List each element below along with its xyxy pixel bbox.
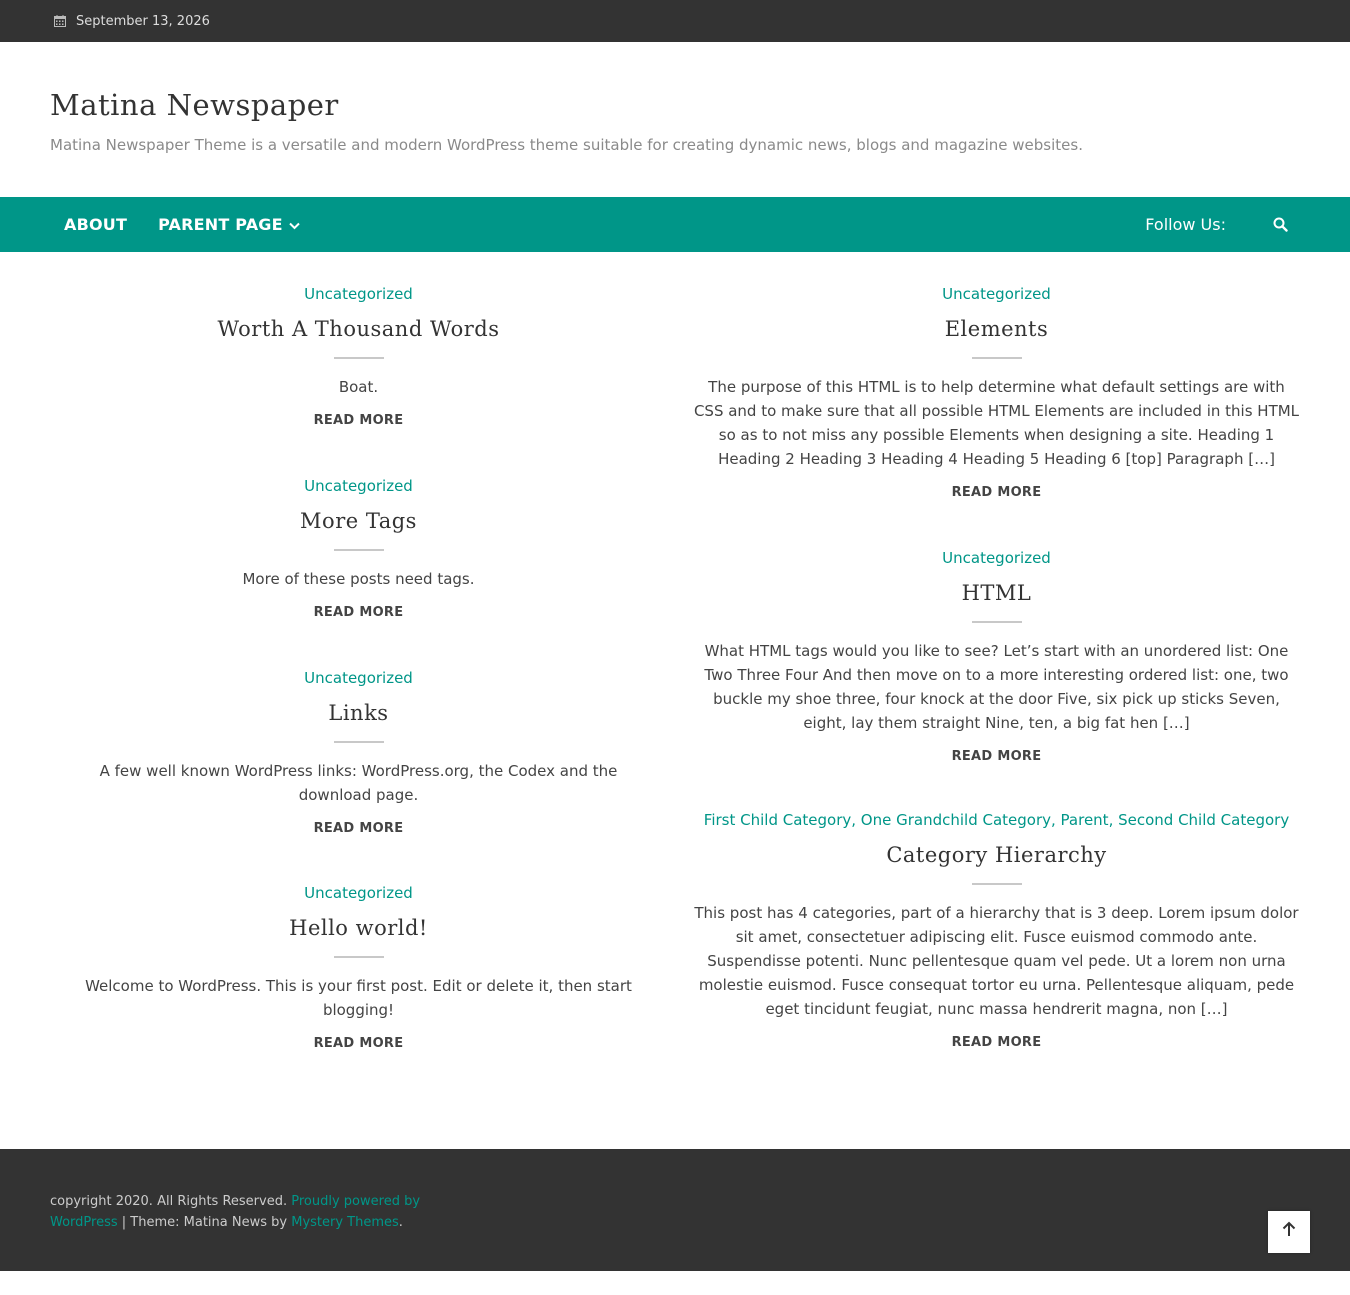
wordpress-link[interactable]: Proudly powered by WordPress <box>50 1194 421 1230</box>
top-bar <box>0 0 1350 42</box>
post-title[interactable]: Category Hierarchy <box>886 843 1107 867</box>
post-title[interactable]: Links <box>328 701 389 725</box>
post-category-link[interactable]: Uncategorized <box>304 669 413 687</box>
post-title[interactable]: Worth A Thousand Words <box>217 317 500 341</box>
post-category-link[interactable]: Uncategorized <box>304 884 413 902</box>
post-category-link[interactable]: Uncategorized <box>942 549 1051 567</box>
post-category-link[interactable]: Uncategorized <box>942 285 1051 303</box>
post-card <box>70 883 647 1051</box>
nav-item-label: PARENT PAGE <box>158 215 283 234</box>
read-more-button[interactable]: READ MORE <box>313 1036 404 1051</box>
site-title[interactable]: Matina Newspaper <box>50 88 339 122</box>
post-excerpt: More of these posts need tags. <box>242 570 475 588</box>
post-excerpt: Boat. <box>338 378 379 396</box>
footer-credits <box>50 1191 430 1233</box>
nav-item-label: ABOUT <box>64 215 128 234</box>
copyright-text: copyright 2020. All Rights Reserved. <box>50 1194 288 1209</box>
nav-item-parent-page[interactable] <box>158 215 300 234</box>
post-excerpt: A few well known WordPress links: WordPress.org, the Codex and the download page. <box>99 762 618 804</box>
post-category-links[interactable]: First Child Category, One Grandchild Category, Parent, Second Child Category <box>703 811 1290 829</box>
main-navigation <box>0 197 1350 252</box>
search-icon[interactable] <box>1270 215 1290 235</box>
title-divider <box>972 883 1022 885</box>
read-more-button[interactable]: READ MORE <box>951 1035 1042 1050</box>
calendar-icon <box>54 15 66 27</box>
title-divider <box>334 956 384 958</box>
read-more-button[interactable]: READ MORE <box>951 485 1042 500</box>
site-branding <box>0 42 1350 197</box>
post-column-right <box>675 252 1300 1149</box>
read-more-button[interactable]: READ MORE <box>313 605 404 620</box>
post-title[interactable]: Elements <box>944 317 1049 341</box>
title-divider <box>334 741 384 743</box>
scroll-to-top-button[interactable] <box>1268 1211 1310 1253</box>
read-more-button[interactable]: READ MORE <box>313 821 404 836</box>
read-more-button[interactable]: READ MORE <box>313 413 404 428</box>
post-card <box>693 284 1300 500</box>
follow-us-label: Follow Us: <box>1145 215 1226 234</box>
title-divider <box>334 357 384 359</box>
chevron-down-icon <box>289 215 300 234</box>
footer-period: . <box>398 1215 403 1230</box>
post-title[interactable]: More Tags <box>300 509 417 533</box>
post-category-link[interactable]: Uncategorized <box>304 477 413 495</box>
read-more-button[interactable]: READ MORE <box>951 749 1042 764</box>
site-footer <box>0 1149 1350 1271</box>
current-date: September 13, 2026 <box>76 13 210 29</box>
post-card <box>70 668 647 836</box>
post-card <box>70 284 647 428</box>
site-description: Matina Newspaper Theme is a versatile and modern WordPress theme suitable for creating dynamic news, blogs and magazine websites. <box>50 136 1083 154</box>
post-excerpt: Welcome to WordPress. This is your first post. Edit or delete it, then start blogging! <box>85 977 632 1019</box>
post-card <box>693 810 1300 1050</box>
title-divider <box>972 621 1022 623</box>
title-divider <box>972 357 1022 359</box>
nav-item-about[interactable] <box>64 215 127 234</box>
post-grid <box>0 252 1350 1149</box>
theme-credit-text: | Theme: Matina News by <box>121 1215 288 1230</box>
post-title[interactable]: HTML <box>961 581 1032 605</box>
post-excerpt: What HTML tags would you like to see? Let’s start with an unordered list: One Two Three Four And then move on to a more interesting ordered list: one, two buckle my shoe three, four knock at the door Five, six pick up sticks Seven, eight, lay them straight Nine, ten, a big fat hen […] <box>704 642 1289 732</box>
arrow-up-icon <box>1282 1221 1296 1244</box>
title-divider <box>334 549 384 551</box>
post-title[interactable]: Hello world! <box>289 916 428 940</box>
post-excerpt: The purpose of this HTML is to help determine what default settings are with CSS and to make sure that all possible HTML Elements are included in this HTML so as to not miss any possible Elements when designing a site. Heading 1 Heading 2 Heading 3 Heading 4 Heading 5 Heading 6 [top] Paragraph […] <box>693 378 1300 468</box>
post-card <box>693 548 1300 764</box>
mystery-themes-link[interactable]: Mystery Themes <box>291 1215 399 1230</box>
post-category-link[interactable]: Uncategorized <box>304 285 413 303</box>
post-excerpt: This post has 4 categories, part of a hierarchy that is 3 deep. Lorem ipsum dolor sit amet, consectetuer adipiscing elit. Fusce euismod commodo ante. Suspendisse potenti. Nunc pellentesque quam vel pede. Ut a lorem non urna molestie euismod. Fusce consequat tortor eu urna. Pellentesque aliquam, pede eget tincidunt feugiat, nunc massa hendrerit magna, non […] <box>694 904 1299 1018</box>
post-column-left <box>50 252 675 1149</box>
post-card <box>70 476 647 620</box>
